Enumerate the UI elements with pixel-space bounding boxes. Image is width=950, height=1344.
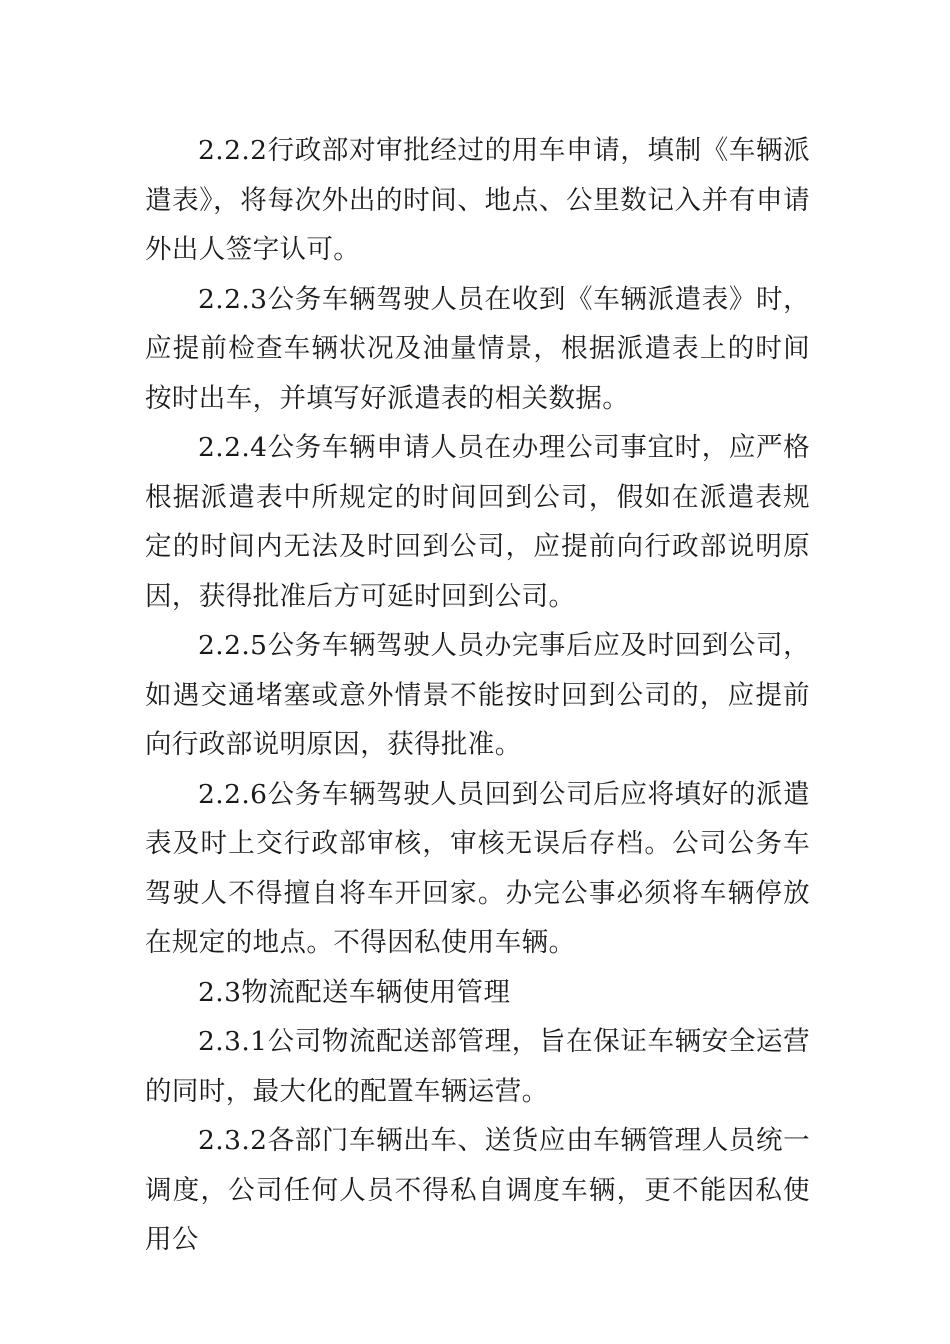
paragraph-2-3-2: 2.3.2各部门车辆出车、送货应由车辆管理人员统一调度，公司任何人员不得私自调度车辆，更不能因私使用公	[145, 1125, 810, 1255]
document-body	[145, 126, 810, 1265]
paragraph-2-2-2: 2.2.2行政部对审批经过的用车申请，填制《车辆派遣表》，将每次外出的时间、地点、公里数记入并有申请外出人签字认可。	[145, 135, 810, 265]
paragraph-2-3-1: 2.3.1公司物流配送部管理，旨在保证车辆安全运营的同时，最大化的配置车辆运营。	[145, 1026, 810, 1107]
paragraph-2-2-3: 2.2.3公务车辆驾驶人员在收到《车辆派遣表》时，应提前检查车辆状况及油量情景，根据派遣表上的时间按时出车，并填写好派遣表的相关数据。	[145, 283, 810, 414]
paragraph-2-2-4: 2.2.4公务车辆申请人员在办理公司事宜时，应严格根据派遣表中所规定的时间回到公司，假如在派遣表规定的时间内无法及时回到公司，应提前向行政部说明原因，获得批准后方可延时回到公司。	[145, 432, 810, 612]
section-heading-2-3: 2.3物流配送车辆使用管理	[198, 976, 511, 1008]
paragraph-2-2-5: 2.2.5公务车辆驾驶人员办完事后应及时回到公司，如遇交通堵塞或意外情景不能按时回到公司的，应提前向行政部说明原因，获得批准。	[145, 630, 810, 760]
paragraph-2-2-6: 2.2.6公务车辆驾驶人员回到公司后应将填好的派遣表及时上交行政部审核，审核无误后存档。公司公务车驾驶人不得擅自将车开回家。办完公事必须将车辆停放在规定的地点。不得因私使用车辆。	[145, 778, 810, 958]
